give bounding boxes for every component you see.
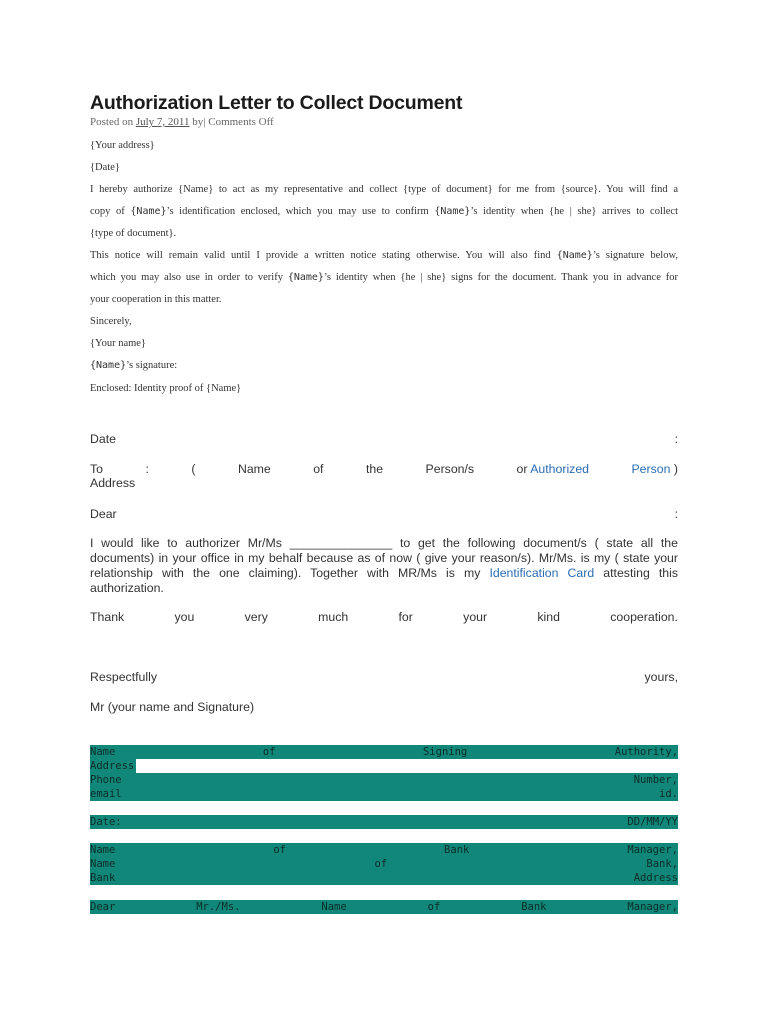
paragraph-1-line-3: {type of document}. [90, 228, 177, 239]
signature-line: {Name}’s signature: [90, 360, 178, 371]
respectfully-row: Respectfully yours, [90, 670, 678, 684]
address-label: Address [90, 476, 136, 490]
bank-band: Name of Bank Manager, Name of Bank, Bank Address [90, 844, 678, 884]
paragraph-1-line-2: copy of {Name}’s identification enclosed, which you may use to confirm {Name}’s identity when {he | she} arrives to collect [90, 206, 679, 217]
name-token: {Name} [90, 360, 127, 371]
request-paragraph: I would like to authorizer Mr/Ms _______________ to get the following document/s ( state all the documents) in your office in my behalf because as of now ( give your reason/s). Mr/Ms. is my ( state your relationship with the one claiming). Together with MR/Ms is my Identification Card attesting this authorization. [90, 536, 678, 595]
identification-card-link[interactable]: Identification Card [489, 566, 595, 580]
name-token: {Name} [130, 206, 167, 217]
signing-authority-band: Name of Signing Authority, Address Phone Number, email id. [90, 746, 678, 800]
paragraph-1-line-1: I hereby authorize {Name} to act as my representative and collect {type of document} for me from {source}. You will find a [90, 184, 678, 195]
paragraph-2-line-2: which you may also use in order to verify {Name}’s identity when {he | she} signs for the document. Thank you in advance for [90, 272, 678, 283]
date-label: Date [90, 432, 116, 446]
dear-manager-band: Dear Mr./Ms. Name of Bank Manager, [90, 901, 678, 913]
your-name-line: {Your name} [90, 338, 146, 349]
your-address-line: {Your address} [90, 140, 155, 151]
name-token: {Name} [287, 272, 324, 283]
to-address-block [90, 462, 678, 490]
paragraph-2-line-1: This notice will remain valid until I provide a written notice stating otherwise. You will also find {Name}’s signature below, [90, 250, 678, 261]
by-label: by [192, 116, 204, 128]
post-meta: Posted on July 7, 2011 by| Comments Off [90, 116, 274, 128]
posted-prefix: Posted on [90, 116, 134, 128]
signature-label: Mr (your name and Signature) [90, 700, 255, 714]
sincerely-line: Sincerely, [90, 316, 132, 327]
thank-you-row: Thank you very much for your kind cooperation. [90, 610, 678, 624]
enclosed-line: Enclosed: Identity proof of {Name} [90, 383, 242, 394]
name-token: {Name} [556, 250, 593, 261]
address-field-label: Address [90, 760, 135, 772]
person-link[interactable]: Person [631, 462, 671, 476]
dear-label: Dear [90, 507, 117, 521]
dear-row: Dear : [90, 507, 678, 521]
date-colon: : [674, 432, 678, 446]
posted-date-link[interactable]: July 7, 2011 [135, 116, 190, 128]
name-token: {Name} [434, 206, 471, 217]
to-row: To : ( Name of the Person/s or Authorized Person ) [90, 462, 678, 476]
date-line: {Date} [90, 162, 120, 173]
paragraph-2-line-3: your cooperation in this matter. [90, 294, 222, 305]
page-title: Authorization Letter to Collect Document [90, 92, 463, 114]
authorized-link[interactable]: Authorized [530, 462, 590, 476]
comments-label: Comments Off [208, 116, 274, 128]
date-band: Date: DD/MM/YY [90, 816, 678, 828]
date-row [90, 432, 678, 446]
